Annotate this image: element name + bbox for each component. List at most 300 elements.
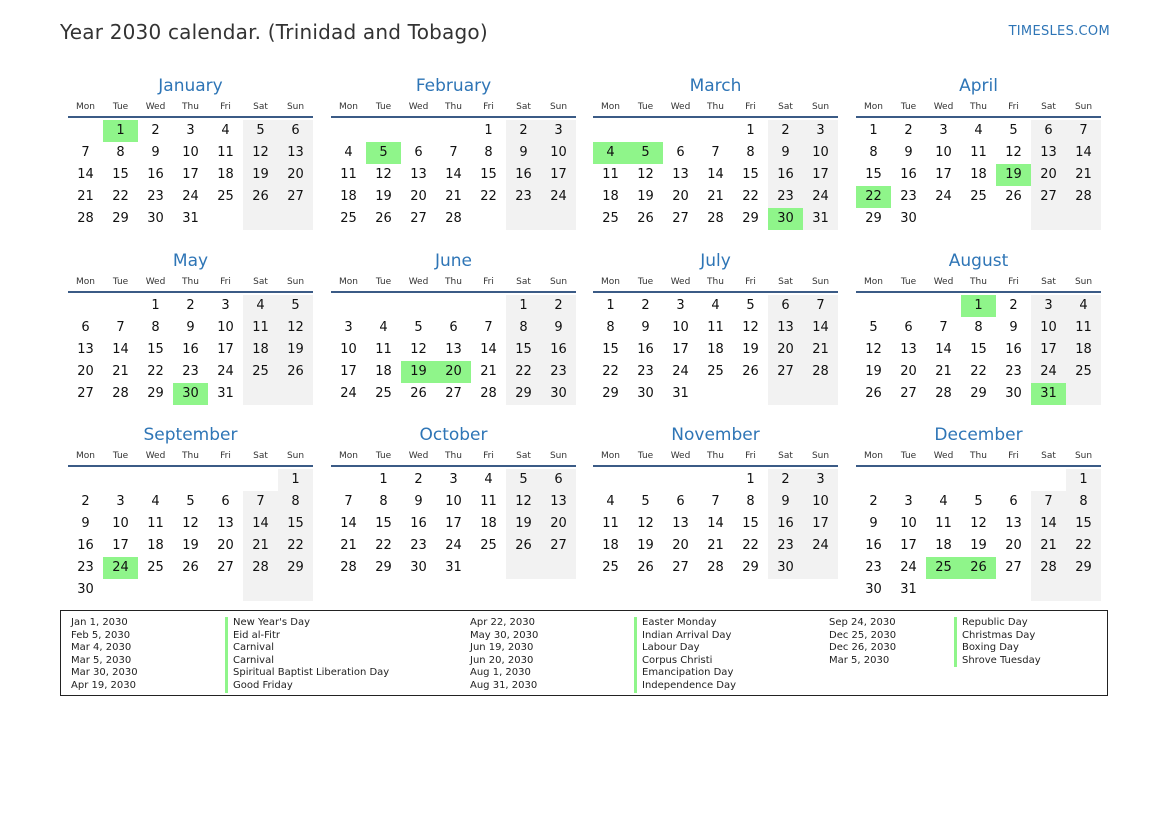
day-cell[interactable]: 9 <box>869 516 878 531</box>
day-cell[interactable]: 4 <box>939 494 948 509</box>
day-cell[interactable]: 21 <box>803 339 838 361</box>
day-cell[interactable]: 22 <box>742 538 759 553</box>
day-cell[interactable]: 6 <box>449 320 458 335</box>
day-cell[interactable]: 3 <box>221 298 230 313</box>
day-cell[interactable]: 5 <box>641 494 650 509</box>
day-cell[interactable]: 14 <box>112 342 129 357</box>
day-cell[interactable]: 16 <box>1005 342 1022 357</box>
day-cell[interactable]: 12 <box>243 142 278 164</box>
day-cell[interactable]: 6 <box>278 120 313 142</box>
day-cell[interactable]: 10 <box>182 145 199 160</box>
day-cell[interactable]: 20 <box>278 164 313 186</box>
day-cell[interactable]: 16 <box>768 164 803 186</box>
day-cell[interactable]: 7 <box>449 145 458 160</box>
day-cell[interactable]: 30 <box>410 560 427 575</box>
day-cell[interactable]: 30 <box>1005 386 1022 401</box>
day-cell[interactable]: 31 <box>900 582 917 597</box>
day-cell[interactable]: 3 <box>449 472 458 487</box>
day-cell[interactable]: 16 <box>77 538 94 553</box>
day-cell[interactable]: 25 <box>970 189 987 204</box>
day-cell[interactable]: 23 <box>900 189 917 204</box>
day-cell[interactable]: 17 <box>217 342 234 357</box>
day-cell[interactable]: 21 <box>1066 164 1101 186</box>
day-cell[interactable]: 27 <box>541 535 576 557</box>
day-cell[interactable]: 20 <box>1031 164 1066 186</box>
day-cell[interactable]: 14 <box>803 317 838 339</box>
day-cell[interactable]: 27 <box>410 211 427 226</box>
day-cell[interactable]: 11 <box>243 317 278 339</box>
day-cell[interactable]: 9 <box>641 320 650 335</box>
day-cell[interactable]: 20 <box>672 538 689 553</box>
day-cell[interactable]: 11 <box>147 516 164 531</box>
day-cell[interactable]: 3 <box>904 494 913 509</box>
day-cell[interactable]: 1 <box>278 469 313 491</box>
day-cell[interactable]: 5 <box>186 494 195 509</box>
day-cell[interactable]: 30 <box>637 386 654 401</box>
day-cell[interactable]: 2 <box>81 494 90 509</box>
day-cell[interactable]: 4 <box>344 145 353 160</box>
day-cell[interactable]: 11 <box>1066 317 1101 339</box>
day-cell[interactable]: 21 <box>340 538 357 553</box>
day-cell[interactable]: 2 <box>768 469 803 491</box>
day-cell[interactable]: 12 <box>278 317 313 339</box>
day-cell[interactable]: 22 <box>602 364 619 379</box>
day-cell[interactable]: 8 <box>869 145 878 160</box>
day-cell[interactable]: 3 <box>803 120 838 142</box>
day-cell[interactable]: 14 <box>445 167 462 182</box>
day-cell[interactable]: 31 <box>182 211 199 226</box>
day-cell[interactable]: 13 <box>77 342 94 357</box>
day-cell[interactable]: 19 <box>637 189 654 204</box>
day-cell[interactable]: 4 <box>606 494 615 509</box>
day-cell[interactable]: 15 <box>742 167 759 182</box>
day-cell[interactable]: 17 <box>803 164 838 186</box>
day-cell[interactable]: 5 <box>506 469 541 491</box>
day-cell[interactable]: 2 <box>541 295 576 317</box>
day-cell[interactable]: 22 <box>506 361 541 383</box>
day-cell[interactable]: 28 <box>340 560 357 575</box>
day-cell[interactable]: 13 <box>1005 516 1022 531</box>
day-cell[interactable]: 13 <box>900 342 917 357</box>
day-cell[interactable]: 18 <box>147 538 164 553</box>
day-cell[interactable]: 9 <box>541 317 576 339</box>
day-cell[interactable]: 8 <box>974 320 983 335</box>
day-cell[interactable]: 8 <box>116 145 125 160</box>
day-cell[interactable]: 27 <box>1031 186 1066 208</box>
day-cell[interactable]: 22 <box>480 189 497 204</box>
day-cell[interactable]: 8 <box>1066 491 1101 513</box>
day-cell[interactable]: 22 <box>970 364 987 379</box>
day-cell[interactable]: 1 <box>606 298 615 313</box>
day-cell[interactable]: 31 <box>672 386 689 401</box>
day-cell[interactable]: 18 <box>1066 339 1101 361</box>
day-cell[interactable]: 6 <box>676 145 685 160</box>
day-cell[interactable]: 25 <box>217 189 234 204</box>
day-cell[interactable]: 13 <box>1031 142 1066 164</box>
day-cell[interactable]: 25 <box>926 557 961 579</box>
day-cell[interactable]: 26 <box>278 361 313 383</box>
day-cell[interactable]: 1 <box>746 472 755 487</box>
day-cell[interactable]: 5 <box>746 298 755 313</box>
day-cell[interactable]: 26 <box>742 364 759 379</box>
day-cell[interactable]: 8 <box>506 317 541 339</box>
day-cell[interactable]: 17 <box>1031 339 1066 361</box>
day-cell[interactable]: 24 <box>217 364 234 379</box>
day-cell[interactable]: 7 <box>803 295 838 317</box>
day-cell[interactable]: 23 <box>865 560 882 575</box>
day-cell[interactable]: 16 <box>182 342 199 357</box>
day-cell[interactable]: 12 <box>506 491 541 513</box>
day-cell[interactable]: 6 <box>414 145 423 160</box>
day-cell[interactable]: 15 <box>147 342 164 357</box>
day-cell[interactable]: 28 <box>935 386 952 401</box>
day-cell[interactable]: 17 <box>112 538 129 553</box>
day-cell[interactable]: 7 <box>1066 120 1101 142</box>
day-cell[interactable]: 28 <box>803 361 838 383</box>
day-cell[interactable]: 9 <box>414 494 423 509</box>
day-cell[interactable]: 1 <box>869 123 878 138</box>
day-cell[interactable]: 30 <box>173 383 208 405</box>
day-cell[interactable]: 3 <box>116 494 125 509</box>
day-cell[interactable]: 9 <box>904 145 913 160</box>
day-cell[interactable]: 19 <box>742 342 759 357</box>
day-cell[interactable]: 17 <box>340 364 357 379</box>
day-cell[interactable]: 2 <box>1009 298 1018 313</box>
day-cell[interactable]: 25 <box>147 560 164 575</box>
day-cell[interactable]: 6 <box>81 320 90 335</box>
day-cell[interactable]: 9 <box>768 142 803 164</box>
day-cell[interactable]: 4 <box>974 123 983 138</box>
day-cell[interactable]: 18 <box>970 167 987 182</box>
day-cell[interactable]: 20 <box>1005 538 1022 553</box>
day-cell[interactable]: 27 <box>768 361 803 383</box>
day-cell[interactable]: 6 <box>768 295 803 317</box>
day-cell[interactable]: 14 <box>480 342 497 357</box>
day-cell[interactable]: 9 <box>81 516 90 531</box>
day-cell[interactable]: 11 <box>602 167 619 182</box>
day-cell[interactable]: 12 <box>637 167 654 182</box>
day-cell[interactable]: 5 <box>869 320 878 335</box>
day-cell[interactable]: 10 <box>935 145 952 160</box>
day-cell[interactable]: 19 <box>970 538 987 553</box>
day-cell[interactable]: 28 <box>445 211 462 226</box>
day-cell[interactable]: 30 <box>541 383 576 405</box>
day-cell[interactable]: 9 <box>151 145 160 160</box>
day-cell[interactable]: 29 <box>865 211 882 226</box>
day-cell[interactable]: 28 <box>77 211 94 226</box>
day-cell[interactable]: 29 <box>602 386 619 401</box>
day-cell[interactable]: 27 <box>278 186 313 208</box>
day-cell[interactable]: 8 <box>151 320 160 335</box>
day-cell[interactable]: 27 <box>900 386 917 401</box>
day-cell[interactable]: 5 <box>414 320 423 335</box>
day-cell[interactable]: 10 <box>1031 317 1066 339</box>
day-cell[interactable]: 20 <box>410 189 427 204</box>
day-cell[interactable]: 9 <box>506 142 541 164</box>
day-cell[interactable]: 5 <box>1009 123 1018 138</box>
day-cell[interactable]: 24 <box>900 560 917 575</box>
day-cell[interactable]: 21 <box>480 364 497 379</box>
day-cell[interactable]: 19 <box>996 164 1031 186</box>
day-cell[interactable]: 21 <box>77 189 94 204</box>
day-cell[interactable]: 24 <box>541 186 576 208</box>
day-cell[interactable]: 22 <box>742 189 759 204</box>
day-cell[interactable]: 8 <box>484 145 493 160</box>
day-cell[interactable]: 5 <box>628 142 663 164</box>
day-cell[interactable]: 24 <box>803 186 838 208</box>
day-cell[interactable]: 17 <box>900 538 917 553</box>
day-cell[interactable]: 7 <box>81 145 90 160</box>
day-cell[interactable]: 26 <box>865 386 882 401</box>
day-cell[interactable]: 27 <box>445 386 462 401</box>
day-cell[interactable]: 1 <box>506 295 541 317</box>
day-cell[interactable]: 1 <box>961 295 996 317</box>
day-cell[interactable]: 14 <box>1066 142 1101 164</box>
day-cell[interactable]: 23 <box>768 186 803 208</box>
day-cell[interactable]: 1 <box>151 298 160 313</box>
day-cell[interactable]: 28 <box>707 560 724 575</box>
day-cell[interactable]: 20 <box>768 339 803 361</box>
day-cell[interactable]: 19 <box>401 361 436 383</box>
day-cell[interactable]: 16 <box>410 516 427 531</box>
day-cell[interactable]: 20 <box>217 538 234 553</box>
day-cell[interactable]: 31 <box>1031 383 1066 405</box>
day-cell[interactable]: 8 <box>746 145 755 160</box>
day-cell[interactable]: 15 <box>602 342 619 357</box>
day-cell[interactable]: 9 <box>186 320 195 335</box>
day-cell[interactable]: 4 <box>1066 295 1101 317</box>
day-cell[interactable]: 6 <box>676 494 685 509</box>
day-cell[interactable]: 25 <box>602 560 619 575</box>
day-cell[interactable]: 25 <box>1066 361 1101 383</box>
day-cell[interactable]: 6 <box>904 320 913 335</box>
day-cell[interactable]: 21 <box>243 535 278 557</box>
day-cell[interactable]: 4 <box>484 472 493 487</box>
day-cell[interactable]: 2 <box>186 298 195 313</box>
day-cell[interactable]: 19 <box>182 538 199 553</box>
day-cell[interactable]: 7 <box>1031 491 1066 513</box>
day-cell[interactable]: 11 <box>480 494 497 509</box>
day-cell[interactable]: 22 <box>375 538 392 553</box>
day-cell[interactable]: 23 <box>147 189 164 204</box>
day-cell[interactable]: 21 <box>1031 535 1066 557</box>
day-cell[interactable]: 21 <box>707 538 724 553</box>
day-cell[interactable]: 12 <box>865 342 882 357</box>
site-link[interactable]: TIMESLES.COM <box>1008 24 1110 39</box>
day-cell[interactable]: 7 <box>116 320 125 335</box>
day-cell[interactable]: 17 <box>182 167 199 182</box>
day-cell[interactable]: 13 <box>410 167 427 182</box>
day-cell[interactable]: 30 <box>768 557 803 579</box>
day-cell[interactable]: 13 <box>445 342 462 357</box>
day-cell[interactable]: 29 <box>147 386 164 401</box>
day-cell[interactable]: 4 <box>243 295 278 317</box>
day-cell[interactable]: 26 <box>375 211 392 226</box>
day-cell[interactable]: 15 <box>375 516 392 531</box>
day-cell[interactable]: 2 <box>506 120 541 142</box>
day-cell[interactable]: 2 <box>904 123 913 138</box>
day-cell[interactable]: 29 <box>278 557 313 579</box>
day-cell[interactable]: 25 <box>375 386 392 401</box>
day-cell[interactable]: 12 <box>410 342 427 357</box>
day-cell[interactable]: 8 <box>379 494 388 509</box>
day-cell[interactable]: 10 <box>340 342 357 357</box>
day-cell[interactable]: 26 <box>637 211 654 226</box>
day-cell[interactable]: 19 <box>375 189 392 204</box>
day-cell[interactable]: 10 <box>541 142 576 164</box>
day-cell[interactable]: 17 <box>803 513 838 535</box>
day-cell[interactable]: 12 <box>1005 145 1022 160</box>
day-cell[interactable]: 12 <box>742 320 759 335</box>
day-cell[interactable]: 23 <box>541 361 576 383</box>
day-cell[interactable]: 4 <box>711 298 720 313</box>
day-cell[interactable]: 14 <box>1031 513 1066 535</box>
day-cell[interactable]: 24 <box>103 557 138 579</box>
day-cell[interactable]: 31 <box>217 386 234 401</box>
day-cell[interactable]: 28 <box>1066 186 1101 208</box>
day-cell[interactable]: 10 <box>217 320 234 335</box>
day-cell[interactable]: 13 <box>278 142 313 164</box>
day-cell[interactable]: 7 <box>939 320 948 335</box>
day-cell[interactable]: 23 <box>768 535 803 557</box>
day-cell[interactable]: 19 <box>637 538 654 553</box>
day-cell[interactable]: 7 <box>484 320 493 335</box>
day-cell[interactable]: 18 <box>602 189 619 204</box>
day-cell[interactable]: 13 <box>217 516 234 531</box>
day-cell[interactable]: 26 <box>961 557 996 579</box>
day-cell[interactable]: 22 <box>147 364 164 379</box>
day-cell[interactable]: 26 <box>637 560 654 575</box>
day-cell[interactable]: 8 <box>746 494 755 509</box>
day-cell[interactable]: 28 <box>243 557 278 579</box>
day-cell[interactable]: 10 <box>445 494 462 509</box>
day-cell[interactable]: 15 <box>112 167 129 182</box>
day-cell[interactable]: 7 <box>711 145 720 160</box>
day-cell[interactable]: 23 <box>1005 364 1022 379</box>
day-cell[interactable]: 16 <box>865 538 882 553</box>
day-cell[interactable]: 21 <box>935 364 952 379</box>
day-cell[interactable]: 1 <box>484 123 493 138</box>
day-cell[interactable]: 15 <box>278 513 313 535</box>
day-cell[interactable]: 11 <box>707 320 724 335</box>
day-cell[interactable]: 20 <box>541 513 576 535</box>
day-cell[interactable]: 16 <box>541 339 576 361</box>
day-cell[interactable]: 22 <box>278 535 313 557</box>
day-cell[interactable]: 26 <box>410 386 427 401</box>
day-cell[interactable]: 5 <box>278 295 313 317</box>
day-cell[interactable]: 31 <box>445 560 462 575</box>
day-cell[interactable]: 10 <box>112 516 129 531</box>
day-cell[interactable]: 19 <box>278 339 313 361</box>
day-cell[interactable]: 17 <box>541 164 576 186</box>
day-cell[interactable]: 8 <box>278 491 313 513</box>
day-cell[interactable]: 23 <box>410 538 427 553</box>
day-cell[interactable]: 29 <box>970 386 987 401</box>
day-cell[interactable]: 2 <box>414 472 423 487</box>
day-cell[interactable]: 18 <box>217 167 234 182</box>
day-cell[interactable]: 20 <box>436 361 471 383</box>
day-cell[interactable]: 22 <box>112 189 129 204</box>
day-cell[interactable]: 30 <box>865 582 882 597</box>
day-cell[interactable]: 24 <box>1031 361 1066 383</box>
day-cell[interactable]: 3 <box>541 120 576 142</box>
day-cell[interactable]: 25 <box>243 361 278 383</box>
day-cell[interactable]: 18 <box>707 342 724 357</box>
day-cell[interactable]: 1 <box>103 120 138 142</box>
day-cell[interactable]: 3 <box>344 320 353 335</box>
day-cell[interactable]: 4 <box>151 494 160 509</box>
day-cell[interactable]: 31 <box>803 208 838 230</box>
day-cell[interactable]: 10 <box>672 320 689 335</box>
day-cell[interactable]: 13 <box>672 516 689 531</box>
day-cell[interactable]: 30 <box>77 582 94 597</box>
day-cell[interactable]: 10 <box>900 516 917 531</box>
day-cell[interactable]: 19 <box>243 164 278 186</box>
day-cell[interactable]: 16 <box>147 167 164 182</box>
day-cell[interactable]: 24 <box>340 386 357 401</box>
day-cell[interactable]: 12 <box>970 516 987 531</box>
day-cell[interactable]: 18 <box>935 538 952 553</box>
day-cell[interactable]: 15 <box>970 342 987 357</box>
day-cell[interactable]: 27 <box>77 386 94 401</box>
day-cell[interactable]: 25 <box>707 364 724 379</box>
day-cell[interactable]: 15 <box>742 516 759 531</box>
day-cell[interactable]: 12 <box>182 516 199 531</box>
day-cell[interactable]: 24 <box>182 189 199 204</box>
day-cell[interactable]: 28 <box>480 386 497 401</box>
day-cell[interactable]: 29 <box>112 211 129 226</box>
day-cell[interactable]: 11 <box>935 516 952 531</box>
day-cell[interactable]: 26 <box>243 186 278 208</box>
day-cell[interactable]: 28 <box>707 211 724 226</box>
day-cell[interactable]: 22 <box>1066 535 1101 557</box>
day-cell[interactable]: 29 <box>1066 557 1101 579</box>
day-cell[interactable]: 15 <box>865 167 882 182</box>
day-cell[interactable]: 3 <box>186 123 195 138</box>
day-cell[interactable]: 22 <box>856 186 891 208</box>
day-cell[interactable]: 3 <box>1031 295 1066 317</box>
day-cell[interactable]: 7 <box>243 491 278 513</box>
day-cell[interactable]: 4 <box>221 123 230 138</box>
day-cell[interactable]: 21 <box>707 189 724 204</box>
day-cell[interactable]: 14 <box>707 167 724 182</box>
day-cell[interactable]: 27 <box>217 560 234 575</box>
day-cell[interactable]: 20 <box>900 364 917 379</box>
day-cell[interactable]: 14 <box>935 342 952 357</box>
day-cell[interactable]: 17 <box>935 167 952 182</box>
day-cell[interactable]: 16 <box>768 513 803 535</box>
day-cell[interactable]: 18 <box>340 189 357 204</box>
day-cell[interactable]: 11 <box>340 167 357 182</box>
day-cell[interactable]: 23 <box>637 364 654 379</box>
day-cell[interactable]: 29 <box>506 383 541 405</box>
day-cell[interactable]: 6 <box>221 494 230 509</box>
day-cell[interactable]: 2 <box>641 298 650 313</box>
day-cell[interactable]: 5 <box>974 494 983 509</box>
day-cell[interactable]: 1 <box>1066 469 1101 491</box>
day-cell[interactable]: 15 <box>1066 513 1101 535</box>
day-cell[interactable]: 11 <box>217 145 234 160</box>
day-cell[interactable]: 30 <box>768 208 803 230</box>
day-cell[interactable]: 16 <box>637 342 654 357</box>
day-cell[interactable]: 11 <box>375 342 392 357</box>
day-cell[interactable]: 14 <box>243 513 278 535</box>
day-cell[interactable]: 26 <box>1005 189 1022 204</box>
day-cell[interactable]: 4 <box>593 142 628 164</box>
day-cell[interactable]: 17 <box>672 342 689 357</box>
day-cell[interactable]: 30 <box>147 211 164 226</box>
day-cell[interactable]: 3 <box>676 298 685 313</box>
